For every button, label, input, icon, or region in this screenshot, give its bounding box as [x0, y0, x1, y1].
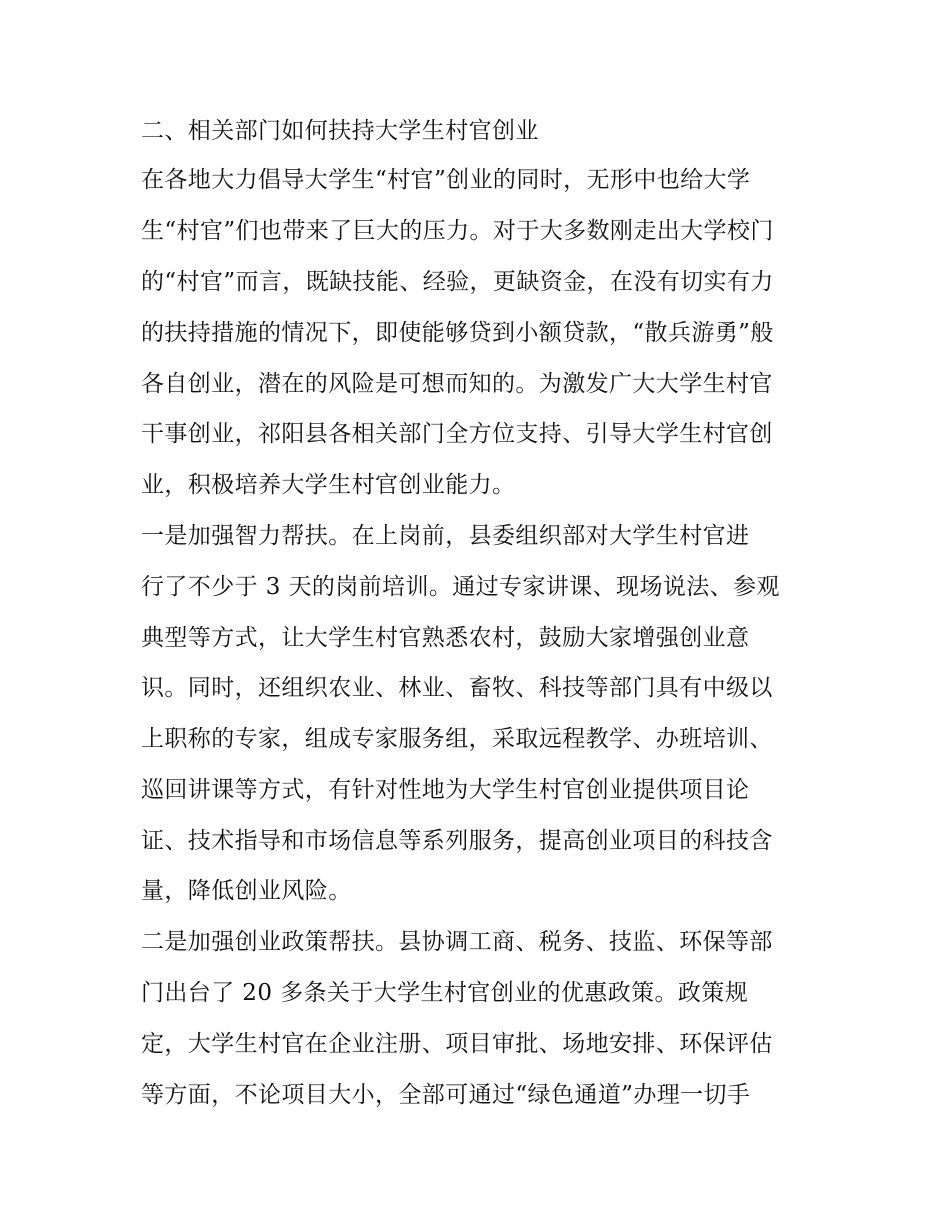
text-line: 各自创业，潜在的风险是可想而知的。为激发广大大学生村官 — [141, 371, 773, 397]
text-line: 的扶持措施的情况下，即使能够贷到小额贷款，“散兵游勇”般 — [141, 320, 774, 346]
text-line: 定，大学生村官在企业注册、项目审批、场地安排、环保评估 — [141, 1031, 773, 1057]
text-line: 等方面，不论项目大小，全部可通过“绿色通道”办理一切手 — [141, 1082, 751, 1108]
text-line: 巡回讲课等方式，有针对性地为大学生村官创业提供项目论 — [141, 777, 750, 803]
text-line: 二是加强创业政策帮扶。县协调工商、税务、技监、环保等部 — [141, 929, 773, 955]
text-line: 典型等方式，让大学生村官熟悉农村，鼓励大家增强创业意 — [141, 625, 750, 651]
section-heading: 二、相关部门如何扶持大学生村官创业 — [141, 118, 539, 144]
text-line: 识。同时，还组织农业、林业、畜牧、科技等部门具有中级以 — [141, 675, 773, 701]
text-line: 在各地大力倡导大学生“村官”创业的同时，无形中也给大学 — [141, 167, 751, 193]
text-line: 一是加强智力帮扶。在上岗前，县委组织部对大学生村官进 — [141, 523, 750, 549]
text-line: 证、技术指导和市场信息等系列服务，提高创业项目的科技含 — [141, 828, 773, 854]
text-line: 的“村官”而言，既缺技能、经验，更缺资金，在没有切实有力 — [141, 269, 774, 295]
text-line: 上职称的专家，组成专家服务组，采取远程教学、办班培训、 — [141, 726, 773, 752]
text-line: 干事创业，祁阳县各相关部门全方位支持、引导大学生村官创 — [141, 421, 773, 447]
text-line: 行了不少于 3 天的岗前培训。通过专家讲课、现场说法、参观 — [141, 574, 780, 600]
text-line: 生“村官”们也带来了巨大的压力。对于大多数刚走出大学校门 — [141, 218, 774, 244]
text-line: 量，降低创业风险。 — [141, 878, 352, 904]
text-line: 业，积极培养大学生村官创业能力。 — [141, 472, 516, 498]
text-line: 门出台了 20 多条关于大学生村官创业的优惠政策。政策规 — [141, 980, 749, 1006]
